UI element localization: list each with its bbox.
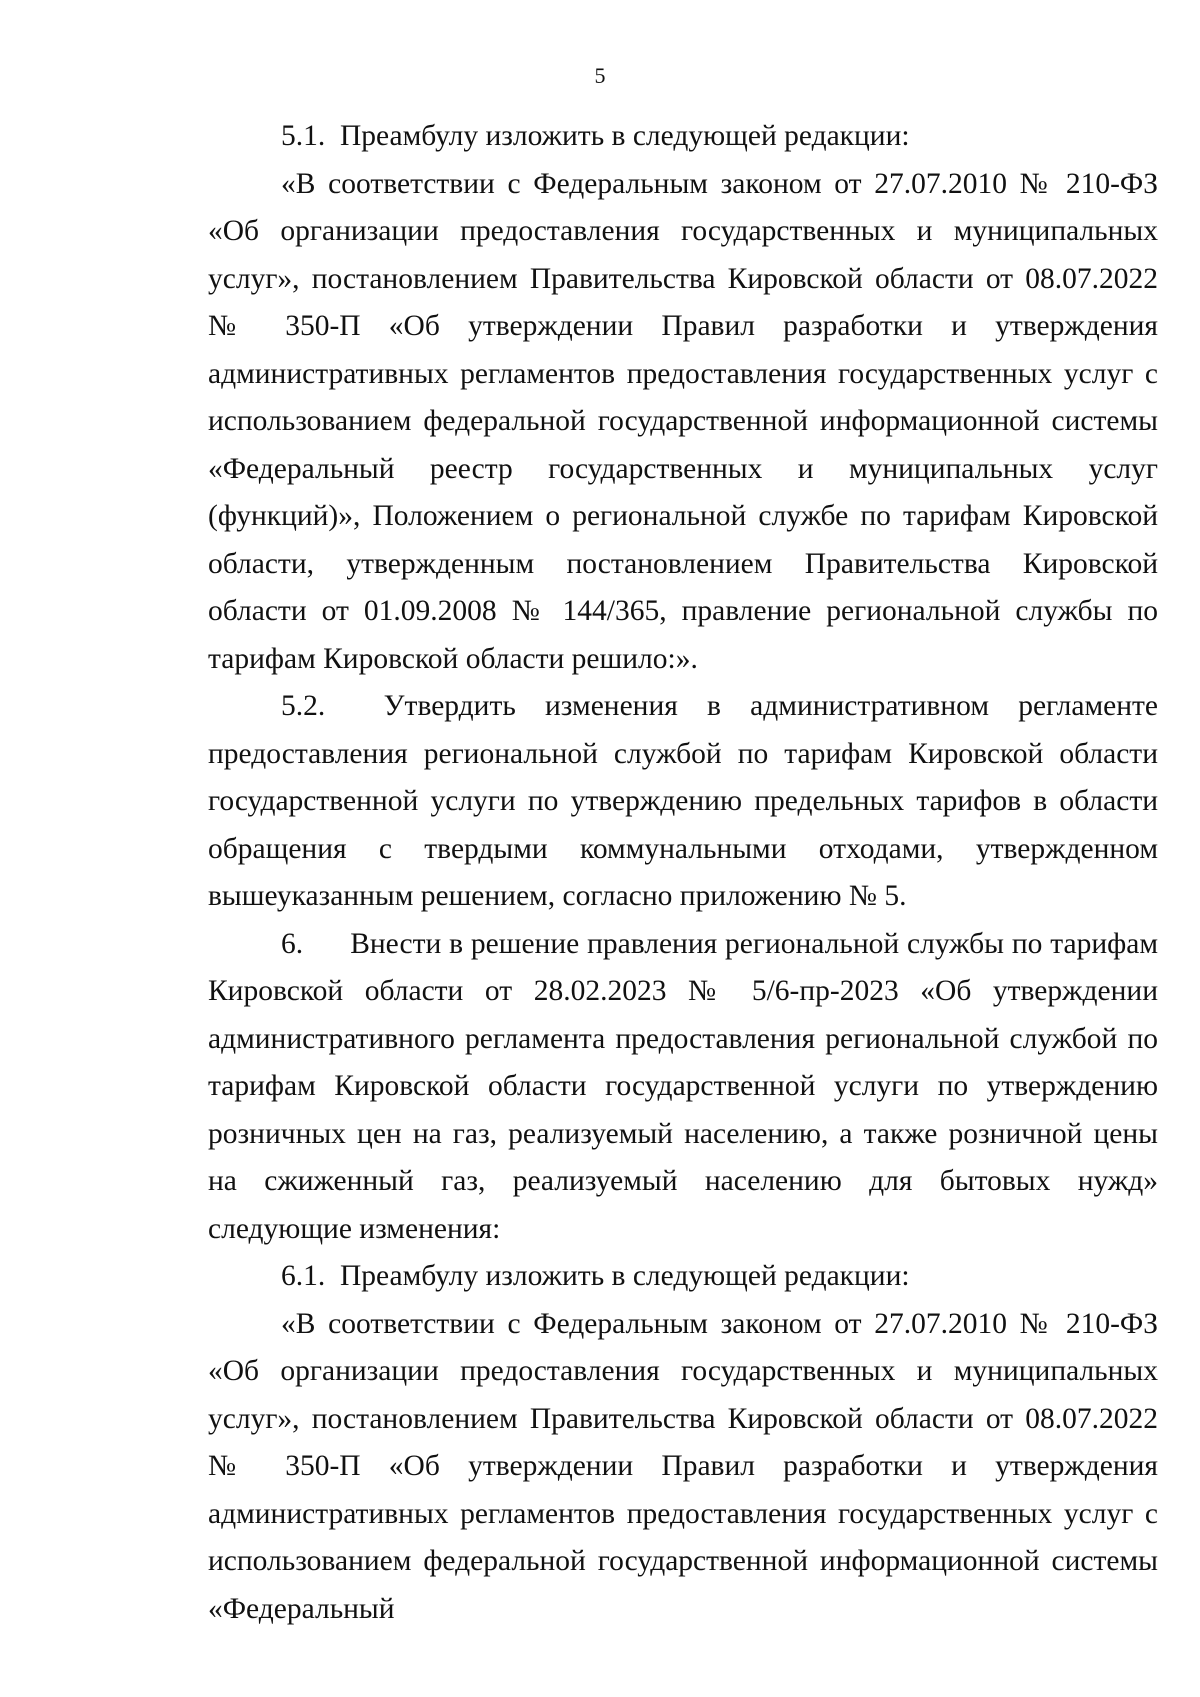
page-number: 5 (594, 63, 606, 88)
paragraph-6: 6. Внести в решение правления региональной службы по тарифам Кировской области от 28.02.2023 № 5/6-пр-2023 «Об утверждении административного регламента предоставления региональной службой по тарифам Кировской области государственной услуги по утверждению розничных цен на газ, реализуемый населению, а также розничной цены на сжиженный газ, реализуемый населению для бытовых нужд» следующие изменения: (208, 927, 1158, 1245)
paragraph-5-1: 5.1. Преамбулу изложить в следующей редакции: (281, 120, 910, 152)
paragraph-6-1-preamble: «В соответствии с Федеральным законом от 27.07.2010 № 210-ФЗ «Об организации предоставления государственных и муниципальных услуг», постановлением Правительства Кировской области от 08.07.2022 № 350-П «Об утверждении Правил разработки и утверждения административных регламентов предоставления государственных услуг с использованием федеральной государственной информационной системы «Федеральный (208, 1307, 1158, 1625)
paragraph-6-1: 6.1. Преамбулу изложить в следующей редакции: (281, 1260, 910, 1292)
paragraph-5-1-preamble: «В соответствии с Федеральным законом от 27.07.2010 № 210-ФЗ «Об организации предоставления государственных и муниципальных услуг», постановлением Правительства Кировской области от 08.07.2022 № 350-П «Об утверждении Правил разработки и утверждения административных регламентов предоставления государственных услуг с использованием федеральной государственной информационной системы «Федеральный реестр государственных и муниципальных услуг (функций)», Положением о региональной службе по тарифам Кировской области, утвержденным постановлением Правительства Кировской области от 01.09.2008 № 144/365, правление региональной службы по тарифам Кировской области решило:». (208, 167, 1158, 675)
paragraph-5-2: 5.2. Утвердить изменения в административном регламенте предоставления региональной службой по тарифам Кировской области государственной услуги по утверждению предельных тарифов в области обращения с твердыми коммунальными отходами, утвержденном вышеуказанным решением, согласно приложению № 5. (208, 690, 1158, 912)
document-body (208, 113, 1158, 1633)
